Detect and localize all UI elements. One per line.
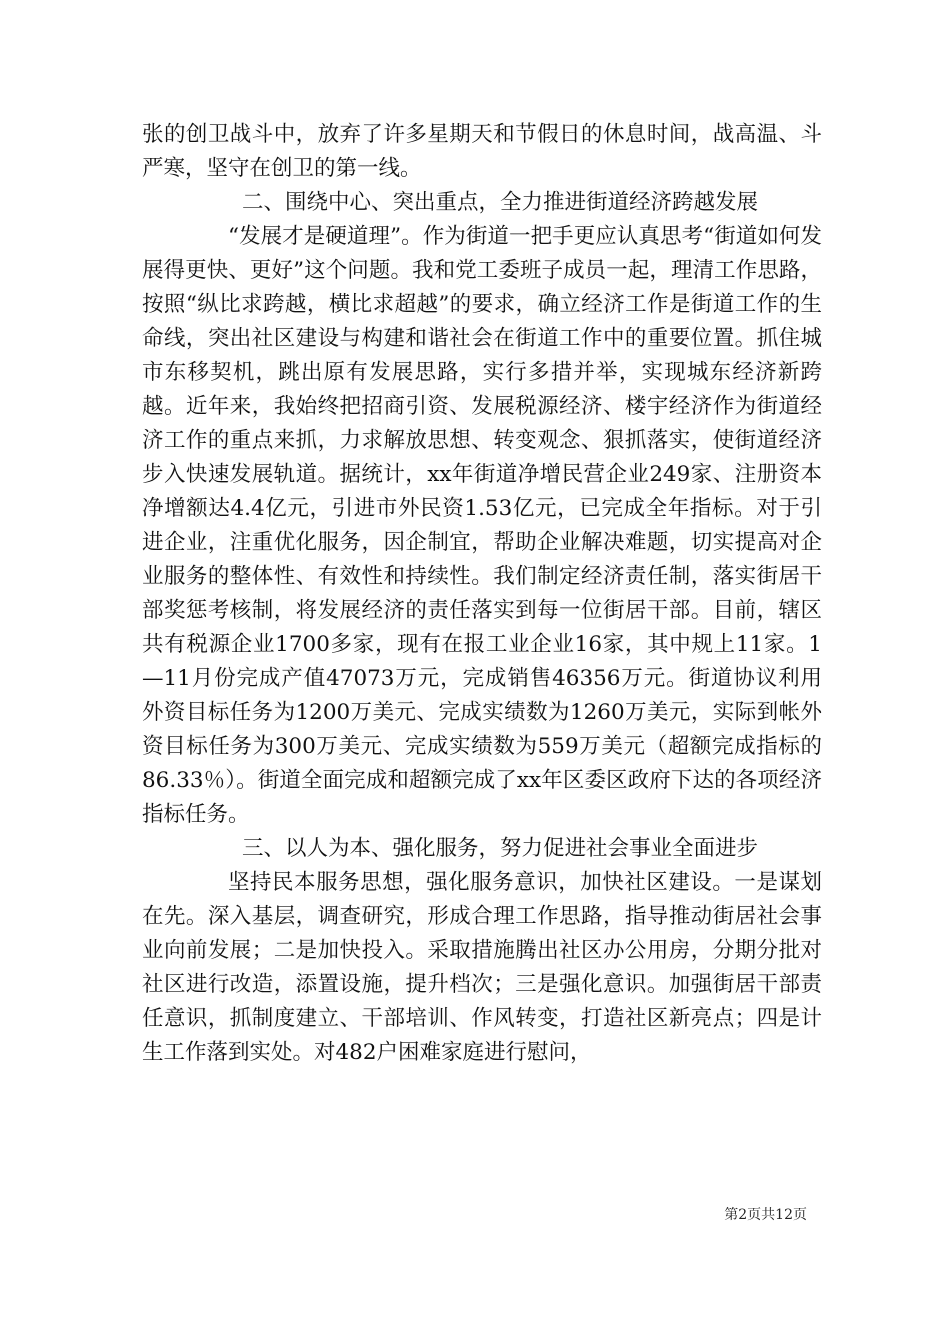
section-2-paragraph: “发展才是硬道理”。作为街道一把手更应认真思考“街道如何发展得更快、更好”这个问题。我和党工委班子成员一起，理清工作思路，按照“纵比求跨越，横比求超越”的要求，确立经济工作是街道工作的生命线，突出社区建设与构建和谐社会在街道工作中的重要位置。抓住城市东移契机，跳出原有发展思路，实行多措并举，实现城东经济新跨越。近年来，我始终把招商引资、发展税源经济、楼宇经济作为街道经济工作的重点来抓，力求解放思想、转变观念、狠抓落实，使街道经济步入快速发展轨道。据统计，xx年街道净增民营企业249家、注册资本净增额达4.4亿元，引进市外民资1.53亿元，已完成全年指标。对于引进企业，注重优化服务，因企制宜，帮助企业解决难题，切实提高对企业服务的整体性、有效性和持续性。我们制定经济责任制，落实街居干部奖惩考核制，将发展经济的责任落实到每一位街居干部。目前，辖区共有税源企业1700多家，现有在报工业企业16家，其中规上11家。1—11月份完成产值47073万元，完成销售46356万元。街道协议利用外资目标任务为1200万美元、完成实绩数为1260万美元，实际到帐外资目标任务为300万美元、完成实绩数为559万美元（超额完成指标的86.33％）。街道全面完成和超额完成了xx年区委区政府下达的各项经济指标任务。: [142, 224, 822, 827]
document-body: [142, 118, 822, 1070]
page-number-footer: 第2页共12页: [724, 1207, 807, 1223]
section-heading-2: 二、围绕中心、突出重点，全力推进街道经济跨越发展: [242, 190, 759, 215]
section-heading-3: 三、以人为本、强化服务，努力促进社会事业全面进步: [242, 836, 759, 861]
section-3-paragraph: 坚持民本服务思想，强化服务意识，加快社区建设。一是谋划在先。深入基层，调查研究，形成合理工作思路，指导推动街居社会事业向前发展；二是加快投入。采取措施腾出社区办公用房，分期分批对社区进行改造，添置设施，提升档次；三是强化意识。加强街居干部责任意识，抓制度建立、干部培训、作风转变，打造社区新亮点；四是计生工作落到实处。对482户困难家庭进行慰问，: [142, 870, 822, 1065]
continuation-paragraph: 张的创卫战斗中，放弃了许多星期天和节假日的休息时间，战高温、斗严寒，坚守在创卫的第一线。: [142, 122, 822, 181]
